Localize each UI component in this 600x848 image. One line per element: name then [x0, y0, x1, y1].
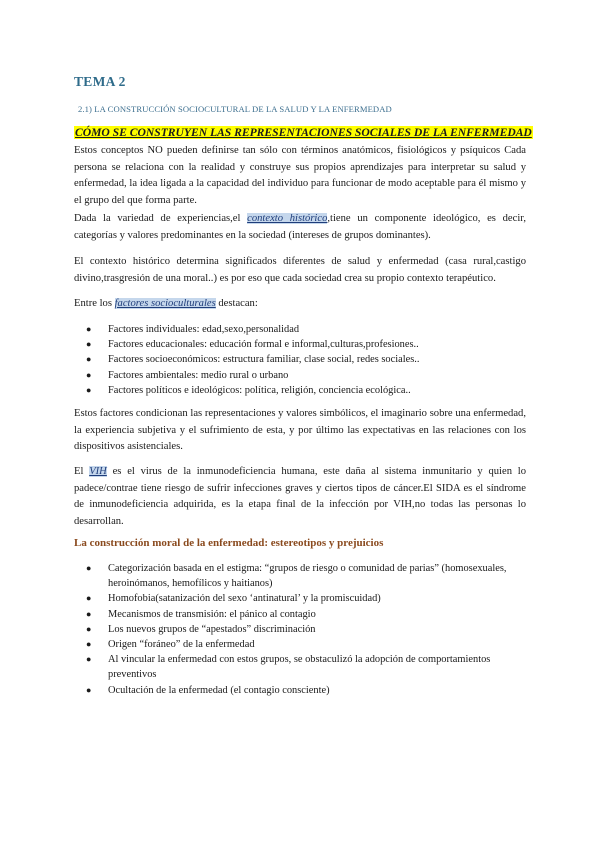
- list-item: [86, 591, 526, 606]
- list-item-text: Factores individuales: edad,sexo,personalidad: [108, 324, 300, 335]
- bullet-icon: ●: [86, 339, 92, 350]
- moral-list: [86, 561, 526, 698]
- paragraph-factors-intro: [74, 296, 526, 313]
- list-item: [86, 337, 526, 352]
- bullet-icon: ●: [86, 684, 92, 695]
- factors-intro-text-2: destacan:: [215, 298, 258, 309]
- bullet-icon: ●: [86, 384, 92, 395]
- list-item: [86, 683, 526, 698]
- section-subtitle: 2.1) LA CONSTRUCCIÓN SOCIOCULTURAL DE LA SALUD Y LA ENFERMEDAD: [78, 104, 392, 114]
- document-title: TEMA 2: [74, 74, 126, 89]
- list-item-text: Factores ambientales: medio rural o urbano: [108, 369, 289, 381]
- list-item-text: Los nuevos grupos de “apestados” discriminación: [108, 623, 316, 635]
- bullet-icon: ●: [86, 563, 92, 573]
- list-item-text: Factores políticos e ideológicos: política, religión, conciencia ecológica..: [108, 384, 411, 396]
- highlight-factores-socioculturales: factores socioculturales: [114, 298, 216, 309]
- section-heading-moral: La construcción moral de la enfermedad: estereotipos y prejuicios: [74, 537, 384, 549]
- bullet-icon: ●: [86, 369, 92, 380]
- bullet-icon: ●: [86, 324, 92, 334]
- paragraph-context-text-2: ,tiene un componente ideológico, es decir, categorías y valores predominantes en la sociedad (intereses de grupos dominantes).: [74, 213, 527, 241]
- bullet-icon: ●: [86, 623, 92, 634]
- list-item-text: Categorización basada en el estigma: “grupos de riesgo o comunidad de parias” (homosexuales, heroinómanos, hemofílicos y haitianos): [108, 563, 507, 590]
- bullet-icon: ●: [86, 639, 92, 650]
- bullet-icon: ●: [86, 654, 92, 665]
- paragraph-historical: El contexto histórico determina significados diferentes de salud y enfermedad (casa rural,castigo divino,trasgresión de una moral..) es por eso que cada sociedad crea su propio contexto terapéutico.: [74, 256, 526, 284]
- list-item-text: Al vincular la enfermedad con estos grupos, se obstaculizó la adopción de comportamientos preventivos: [108, 654, 491, 681]
- list-item-text: Homofobia(satanización del sexo ‘antinatural’ y la promiscuidad): [108, 593, 381, 605]
- list-item: [86, 607, 526, 622]
- bullet-icon: ●: [86, 354, 92, 365]
- list-item: [86, 561, 526, 591]
- paragraph-context-text-1: Dada la variedad de experiencias,el: [74, 213, 248, 224]
- paragraph-concepts: Estos conceptos NO pueden definirse tan sólo con términos anatómicos, fisiológicos y psíquicos Cada persona se relaciona con la realidad y construye sus propios aprendizajes para interpretar su salud y enfermedad, la idea ligada a la capacidad del individuo para funcionar de modo aceptable para él mismo y el grupo del que forma parte.: [74, 145, 526, 206]
- list-item-text: Ocultación de la enfermedad (el contagio consciente): [108, 684, 330, 696]
- factors-intro-text-1: Entre los: [74, 298, 115, 309]
- list-item-text: Origen “foráneo” de la enfermedad: [108, 639, 255, 651]
- list-item: [86, 622, 526, 637]
- list-item-text: Factores socioeconómicos: estructura familiar, clase social, redes sociales..: [108, 354, 420, 366]
- paragraph-vih-text-1: El: [74, 466, 90, 477]
- bullet-icon: ●: [86, 593, 92, 604]
- highlighted-heading: CÓMO SE CONSTRUYEN LAS REPRESENTACIONES SOCIALES DE LA ENFERMEDAD: [75, 126, 532, 139]
- list-item: [86, 352, 526, 367]
- highlight-contexto-historico: contexto histórico: [247, 213, 328, 224]
- list-item: [86, 652, 526, 682]
- paragraph-context: [74, 211, 526, 244]
- bullet-icon: ●: [86, 608, 92, 619]
- list-item-text: Mecanismos de transmisión: el pánico al contagio: [108, 608, 316, 620]
- list-item: [86, 368, 526, 383]
- list-item: [86, 637, 526, 652]
- paragraph-vih: [74, 464, 526, 530]
- list-item-text: Factores educacionales: educación formal e informal,culturas,profesiones..: [108, 339, 419, 351]
- factors-list: [86, 322, 526, 398]
- paragraph-conditions: Estos factores condicionan las representaciones y valores simbólicos, el imaginario sobre una enfermedad, la experiencia subjetiva y el sufrimiento de esta, y por último las expectativas en las relaciones con los dispositivos asistenciales.: [74, 408, 526, 452]
- highlight-vih: VIH: [89, 466, 107, 477]
- paragraph-vih-text-2: es el virus de la inmunodeficiencia humana, este daña al sistema inmunitario y quien lo padece/contrae tiene riesgo de sufrir infecciones graves y ciertos tipos de cáncer.El SIDA es el síndrome de inmunodeficiencia adquirida, es la etapa final de la infección por VIH,no todas las personas lo desarrollan.: [74, 466, 526, 527]
- list-item: [86, 322, 526, 337]
- list-item: [86, 383, 526, 398]
